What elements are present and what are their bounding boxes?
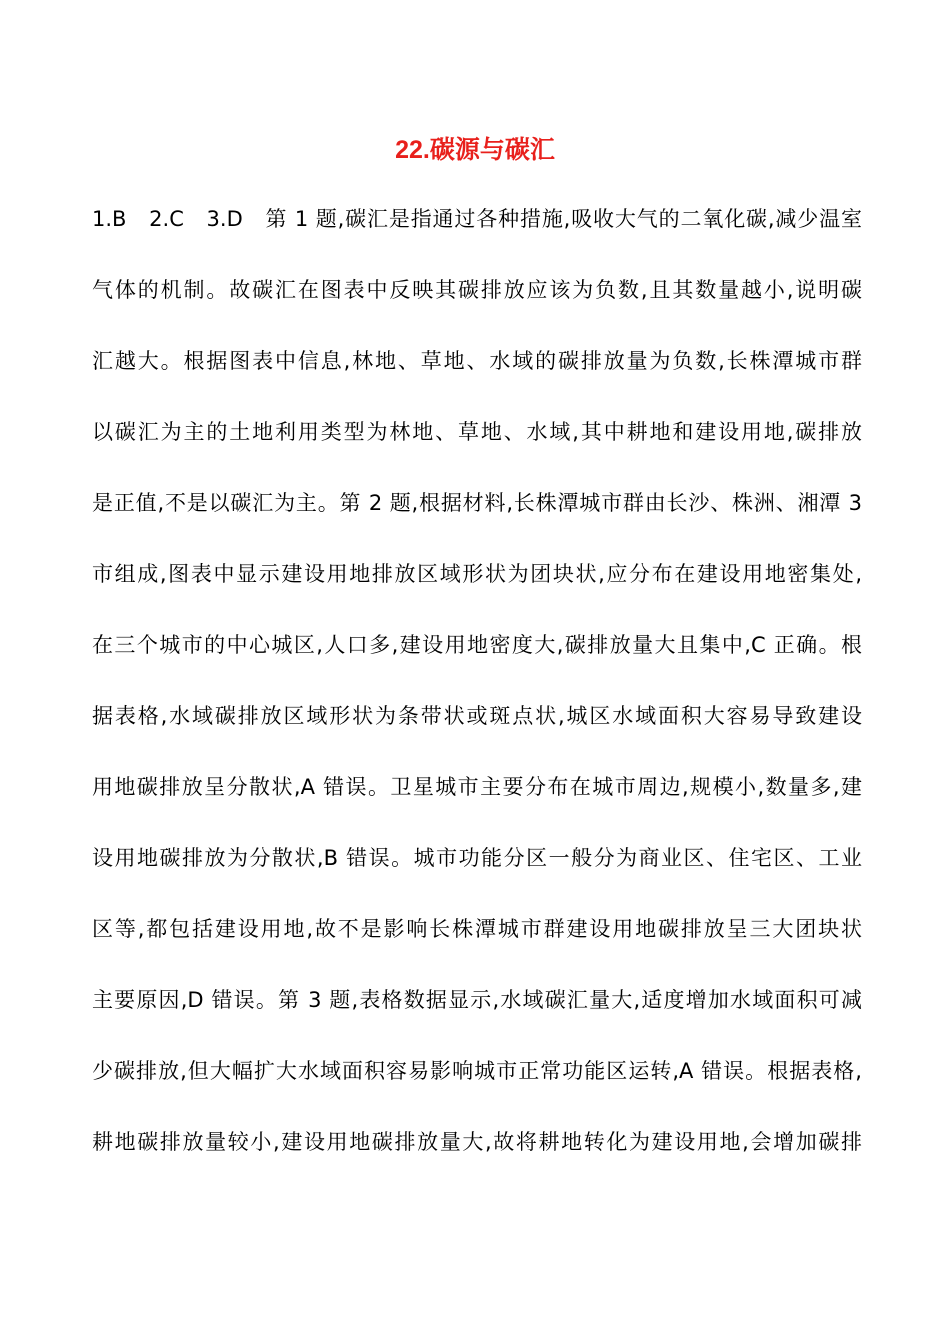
text-line: 少碳排放,但大幅扩大水域面积容易影响城市正常功能区运转,A 错误。根据表格, <box>92 1059 862 1083</box>
text-line: 是正值,不是以碳汇为主。第 2 题,根据材料,长株潭城市群由长沙、株洲、湘潭 3 <box>92 491 862 515</box>
text-line: 以碳汇为主的土地利用类型为林地、草地、水域,其中耕地和建设用地,碳排放 <box>92 420 862 444</box>
text-line: 耕地碳排放量较小,建设用地碳排放量大,故将耕地转化为建设用地,会增加碳排 <box>92 1130 862 1154</box>
answer-explanation <box>92 195 862 1189</box>
text-line: 汇越大。根据图表中信息,林地、草地、水域的碳排放量为负数,长株潭城市群 <box>92 349 862 373</box>
text-line: 据表格,水域碳排放区域形状为条带状或斑点状,城区水域面积大容易导致建设 <box>92 704 862 728</box>
text-line: 市组成,图表中显示建设用地排放区域形状为团块状,应分布在建设用地密集处, <box>92 562 862 586</box>
text-line: 主要原因,D 错误。第 3 题,表格数据显示,水域碳汇量大,适度增加水域面积可减 <box>92 988 862 1012</box>
text-line: 气体的机制。故碳汇在图表中反映其碳排放应该为负数,且其数量越小,说明碳 <box>92 278 862 302</box>
text-line: 设用地碳排放为分散状,B 错误。城市功能分区一般分为商业区、住宅区、工业 <box>92 846 862 870</box>
page-title: 22.碳源与碳汇 <box>395 136 555 164</box>
text-line: 在三个城市的中心城区,人口多,建设用地密度大,碳排放量大且集中,C 正确。根 <box>92 633 862 657</box>
text-line: 区等,都包括建设用地,故不是影响长株潭城市群建设用地碳排放呈三大团块状 <box>92 917 862 941</box>
text-line: 1.B 2.C 3.D 第 1 题,碳汇是指通过各种措施,吸收大气的二氧化碳,减少温室 <box>92 207 862 231</box>
text-line: 用地碳排放呈分散状,A 错误。卫星城市主要分布在城市周边,规模小,数量多,建 <box>92 775 862 799</box>
